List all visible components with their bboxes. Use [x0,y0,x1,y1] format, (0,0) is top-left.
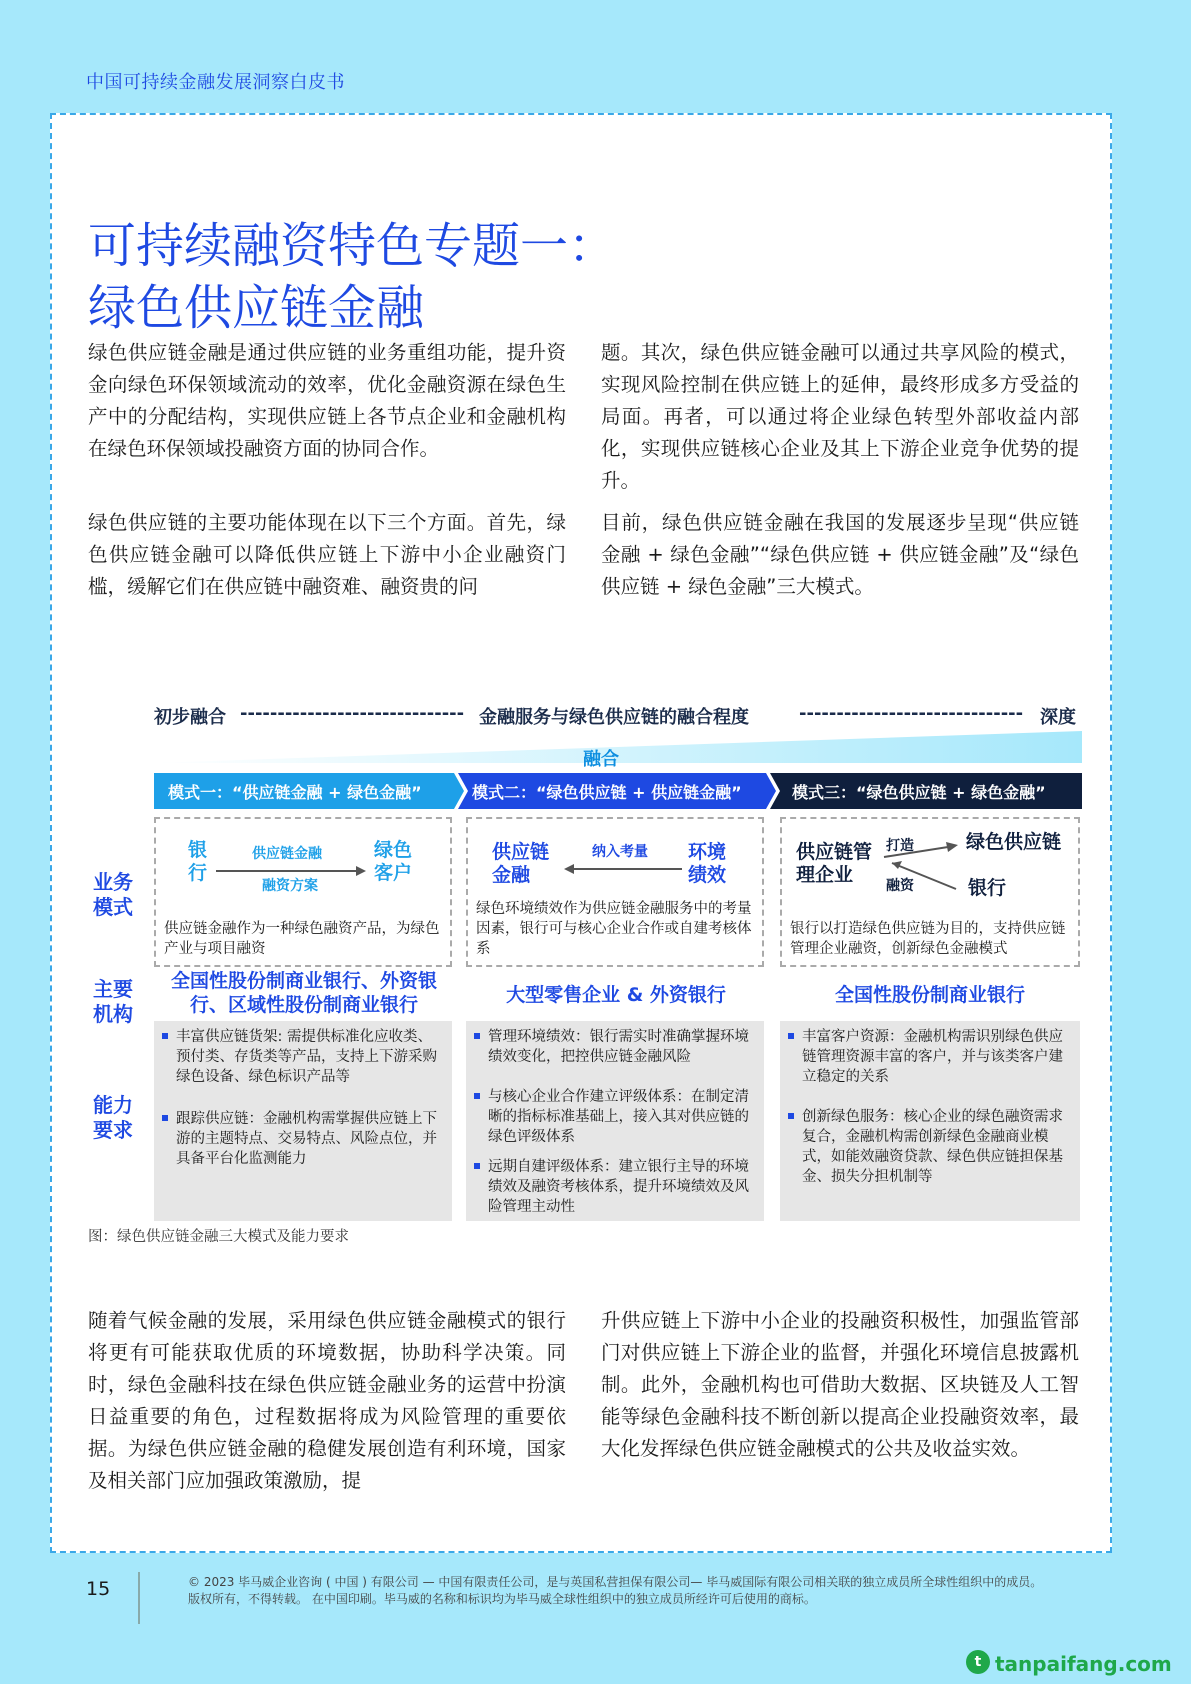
mode-2-bullet-2 [474,1087,756,1147]
mode-3-bullet-2 [788,1107,1072,1187]
mode-1-bullet-2 [162,1109,444,1169]
row-label-capability [88,1093,138,1143]
axis-left-label: 初步融合 [154,707,226,728]
axis-right-label-2: 融合 [583,749,619,770]
mode-2-node-b-1: 环境 [688,841,727,863]
mode-1-desc: 供应链金融作为一种绿色融资产品，为绿色产业与项目融资 [164,921,440,957]
mode-3-node-bank: 银行 [968,877,1007,899]
mode-3-edge-top: 打造 [886,838,914,854]
mode-1-node-b-1: 绿色 [374,839,413,861]
mode-1-capabilities [154,1021,452,1221]
mode-1-label: 模式一：“供应链金融 + 绿色金融” [168,783,422,802]
axis-dashes-left: ------------------------------ [240,703,465,724]
mode-2-institutions: 大型零售企业 & 外资银行 [506,984,726,1006]
bullet-dot [788,1033,794,1039]
mode-1-inst-line-1: 全国性股份制商业银行、外资银 [170,970,437,992]
page-number: 15 [86,1578,111,1600]
mode-3-arrows [882,837,962,897]
mode-3-business-box [780,817,1080,967]
row-label-inst-1: 主要 [93,977,133,1001]
paragraph-2-text: 绿色供应链的主要功能体现在以下三个方面。首先，绿色供应链金融可以降低供应链上下游中小企业融资门槛，缓解它们在供应链中融资难、融资贵的问 [88,511,566,598]
mode-2-arrow [564,863,682,875]
bullet-dot [474,1163,480,1169]
mode-2-bullet-3 [474,1157,756,1217]
row-label-business-1: 业务 [93,870,133,894]
title-line-1: 可持续融资特色专题一： [88,218,617,274]
paragraph-1: 绿色供应链金融是通过供应链的业务重组功能，提升资金向绿色环保领域流动的效率，优化金融资源在绿色生产中的分配结构，实现供应链上各节点企业和金融机构在绿色环保领域投融资方面的协同合作。 [88,341,566,460]
title-line-2: 绿色供应链金融 [88,280,425,336]
mode-2-business-box [466,817,764,967]
mode-3-bullet-1-text: 丰富客户资源：金融机构需识别绿色供应链管理资源丰富的客户，并与该类客户建立稳定的关系 [802,1029,1063,1085]
mode-2-bullet-1-text: 管理环境绩效：银行需实时准确掌握环境绩效变化，把控供应链金融风险 [488,1029,749,1065]
mode-1-edge-bottom: 融资方案 [262,878,318,894]
mode-1-node-b-2: 客户 [374,862,413,884]
axis-mid-label: 金融服务与绿色供应链的融合程度 [479,707,749,728]
page-title [88,215,616,339]
mode-3-node-green-chain: 绿色供应链 [966,831,1062,853]
row-label-business-2: 模式 [93,895,133,919]
paragraph-4-cont: 升供应链上下游中小企业的投融资积极性，加强监管部门对供应链上下游企业的监督，并强化环境信息披露机制。此外，金融机构也可借助大数据、区块链及人工智能等绿色金融科技不断创新以提高企业投融资效率，最大化发挥绿色供应链金融模式的公共及收益实效。 [601,1309,1079,1460]
mode-3-label: 模式三：“绿色供应链 + 绿色金融” [792,783,1046,802]
mode-1-node-bank [188,839,207,885]
fusion-axis [154,703,1082,729]
mode-2-bullet-3-text: 远期自建评级体系：建立银行主导的环境绩效及融资考核体系，提升环境绩效及风险管理主动性 [488,1159,749,1215]
row-label-institutions [88,977,138,1027]
paragraph-4-part-2 [601,1305,1079,1499]
row-label-business-model [88,870,138,920]
mode-2-bullet-2-text: 与核心企业合作建立评级体系：在制定清晰的指标标准基础上，接入其对供应链的绿色评级体系 [488,1089,749,1145]
mode-2-node-scf [492,841,549,887]
mode-1-bullet-2-text: 跟踪供应链：金融机构需掌握供应链上下游的主题特点、交易特点、风险点位，并具备平台化监测能力 [176,1111,437,1167]
mode-1-header [154,773,464,809]
row-label-inst-2: 机构 [93,1002,133,1026]
paragraph-2-part-2 [601,337,1079,497]
mode-3-capabilities [780,1021,1080,1221]
mode-3-institutions: 全国性股份制商业银行 [834,984,1025,1006]
figure-caption: 图：绿色供应链金融三大模式及能力要求 [88,1229,349,1245]
copyright-line-1: © 2023 毕马威企业咨询 ( 中国 ) 有限公司 — 中国有限责任公司，是与英国私营担保有限公司— 毕马威国际有限公司相关联的独立成员所全球性组织中的成员。 [188,1575,1043,1589]
bullet-dot [162,1115,168,1121]
row-label-cap-1: 能力 [93,1093,133,1117]
bullet-dot [474,1033,480,1039]
mode-2-bullet-1 [474,1027,756,1067]
mode-3-node-a-1: 供应链管 [796,841,873,863]
mode-2-desc: 绿色环境绩效作为供应链金融服务中的考量因素，银行可与核心企业合作或自建考核体系 [476,901,752,957]
content-card [50,113,1112,1553]
watermark-text[interactable]: tanpaifang.com [995,1652,1172,1676]
paragraph-2-cont: 题。其次，绿色供应链金融可以通过共享风险的模式，实现风险控制在供应链上的延伸，最终形成多方受益的局面。再者，可以通过将企业绿色转型外部收益内部化，实现供应链核心企业及其上下游企业竞争优势的提升。 [601,341,1079,492]
mode-1-bullet-1-text: 丰富供应链货架: 需提供标准化应收类、预付类、存货类等产品，支持上下游采购绿色设备、绿色标识产品等 [176,1029,437,1085]
bullet-dot [788,1113,794,1119]
doc-header: 中国可持续金融发展洞察白皮书 [86,72,345,93]
mode-2-label: 模式二：“绿色供应链 + 供应链金融” [472,783,742,802]
axis-right-label: 深度 [1040,707,1076,728]
mode-2-node-env [688,841,726,887]
footer-copyright [188,1574,1088,1608]
mode-1-edge-top: 供应链金融 [252,846,322,862]
mode-1-institutions [154,969,454,1017]
footer-divider [138,1572,140,1624]
bullet-dot [162,1033,168,1039]
mode-2-header [458,773,776,809]
copyright-line-2: 版权所有，不得转载。 在中国印刷。毕马威的名称和标识均为毕马威全球性组织中的独立成员所经许可后使用的商标。 [188,1592,816,1606]
mode-2-node-a-2: 金融 [492,864,531,886]
mode-1-node-client [374,839,412,885]
mode-3-node-core [796,841,872,887]
mode-3-header [770,773,1082,809]
watermark-logo-icon: t [966,1650,990,1674]
mode-3-node-a-2: 理企业 [796,864,854,886]
mode-2-capabilities [466,1021,764,1221]
mode-1-node-a-2: 行 [188,862,208,884]
axis-dashes-right: ------------------------------ [799,703,1024,724]
mode-2-node-a-1: 供应链 [492,841,550,863]
row-label-cap-2: 要求 [93,1118,133,1142]
bullet-dot [474,1093,480,1099]
mode-2-node-b-2: 绩效 [688,864,727,886]
paragraph-2-part-1 [88,507,566,603]
paragraph-4-part-1 [88,1305,566,1499]
mode-3-bullet-2-text: 创新绿色服务：核心企业的绿色融资需求复合，金融机构需创新绿色金融商业模式，如能效融资贷款、绿色供应链担保基金、损失分担机制等 [802,1109,1063,1185]
mode-1-node-a-1: 银 [188,839,208,861]
mode-1-bullet-1 [162,1027,444,1087]
three-modes-diagram [88,693,1078,1223]
paragraph-4-text: 随着气候金融的发展，采用绿色供应链金融模式的银行将更有可能获取优质的环境数据，协助科学决策。同时，绿色金融科技在绿色供应链金融业务的运营中扮演日益重要的角色，过程数据将成为风险管理的重要依据。为绿色供应链金融的稳健发展创造有利环境，国家及相关部门应加强政策激励，提 [88,1309,566,1492]
mode-2-edge-top: 纳入考量 [592,844,648,860]
mode-1-business-box [154,817,452,967]
mode-1-inst-line-2: 行、区域性股份制商业银行 [189,994,418,1016]
paragraph-3: 目前，绿色供应链金融在我国的发展逐步呈现“供应链金融 + 绿色金融”“绿色供应链 + 供应链金融”及“绿色供应链 + 绿色金融”三大模式。 [601,511,1079,598]
mode-3-edge-bottom: 融资 [886,878,914,894]
mode-3-desc: 银行以打造绿色供应链为目的，支持供应链管理企业融资，创新绿色金融模式 [790,921,1066,957]
mode-3-bullet-1 [788,1027,1072,1087]
